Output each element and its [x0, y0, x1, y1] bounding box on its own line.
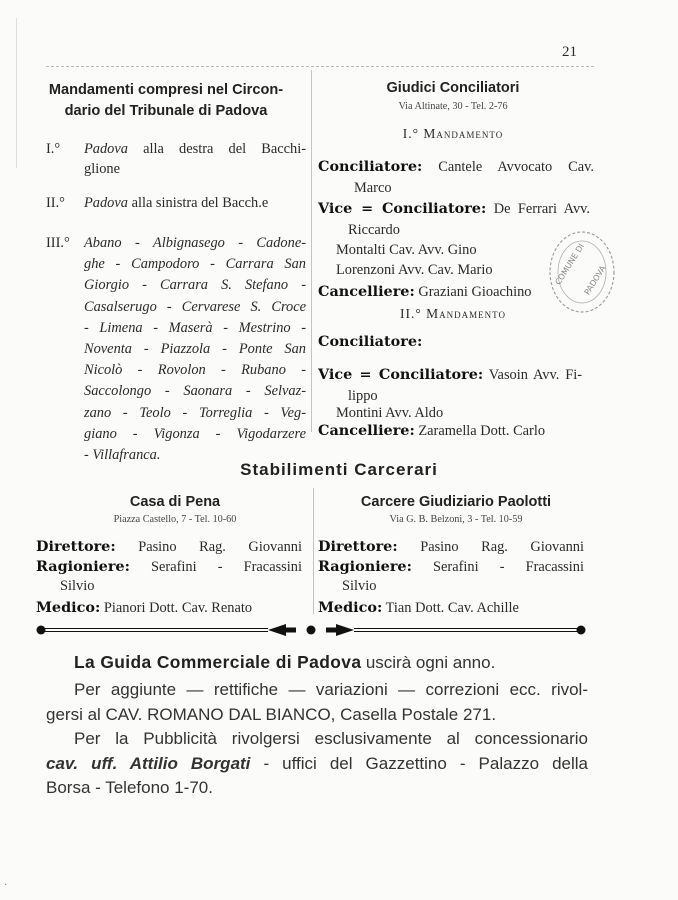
extra-member-3: Montini Avv. Aldo: [336, 405, 444, 421]
entry-number: II.°: [46, 195, 65, 211]
entry-text: Padova alla destra del Bacchi-: [84, 141, 306, 157]
vice-conciliatore-2: Vice = Conciliatore: Vasoin Avv. Fi- lippo: [318, 366, 583, 404]
column-divider: [311, 70, 312, 432]
giudici-address: Via Altinate, 30 - Tel. 2-76: [398, 101, 508, 112]
entry-text: Padova alla sinistra del Bacch.e: [84, 195, 269, 211]
casa-di-pena-address: Piazza Castello, 7 - Tel. 10-60: [113, 514, 237, 525]
library-stamp: [544, 226, 620, 318]
mandamenti-title: Mandamenti compresi nel Circon- dario del Tribunale di Padova: [48, 82, 284, 119]
stamp-text-bottom: PADOVA: [582, 264, 608, 297]
extra-member-2: Lorenzoni Avv. Cav. Mario: [336, 262, 493, 278]
mandamento-entry-3: III.° Abano - Albignasego - Cadone- ghe - Campodoro - Carrara San Giorgio - Carrara S. Stefano - Casalserugo - Cervarese S. Croce - Limena - Maserà - Mestrino - Noventa - Piazzola - Ponte San Nicolò - Rovolon - Rubano - Saccolongo - Saonara - Selvaz- zano - Teolo - Torreglia - Veg- giano - Vigonza - Vigodarzere - Villafranca.: [46, 235, 306, 464]
entry-number: I.°: [46, 141, 61, 157]
mandamento-2-label: II.° Mandamento: [400, 306, 506, 321]
stabilimenti-title: Stabilimenti Carcerari: [240, 460, 438, 479]
mandamento-1-label: I.° Mandamento: [402, 126, 504, 141]
mandamento-entry-1: I.° Padova alla destra del Bacchi- glione: [46, 141, 306, 177]
carcere-paolotti-title: Carcere Giudiziario Paolotti: [360, 494, 552, 510]
column-divider-2: [313, 488, 314, 614]
conciliatore-2: Conciliatore:: [318, 333, 423, 350]
casa-di-pena-staff: Direttore: Pasino Rag. Giovanni Ragioniere: Serafini - Fracassini Silvio Medico: Pianori Dott. Cav. Renato: [36, 538, 302, 616]
giudici-title: Giudici Conciliatori: [386, 80, 520, 96]
vice-conciliatore-1: Vice = Conciliatore: De Ferrari Avv. Riccardo: [318, 200, 590, 238]
carcere-paolotti-staff: Direttore: Pasino Rag. Giovanni Ragioniere: Serafini - Fracassini Silvio Medico: Tian Dott. Cav. Achille: [318, 538, 584, 616]
ornamental-divider: [36, 620, 586, 640]
extra-member-1: Montalti Cav. Avv. Gino: [336, 242, 477, 258]
guida-heading: La Guida Commerciale di Padova uscirà ogni anno.: [74, 652, 496, 672]
concessionario-name: cav. uff. Attilio Borgati: [46, 753, 251, 773]
left-margin-line: [16, 18, 17, 168]
stamp-text-top: COMUNE DI: [553, 242, 586, 287]
entry-number: III.°: [46, 235, 70, 251]
conciliatore-1: Conciliatore: Cantele Avvocato Cav. Marco: [318, 158, 594, 196]
casa-di-pena-title: Casa di Pena: [129, 494, 221, 510]
cancelliere-2: Cancelliere: Zaramella Dott. Carlo: [318, 422, 546, 439]
top-rule: [46, 66, 594, 67]
cancelliere-1: Cancelliere: Graziani Gioachino: [318, 283, 532, 300]
mandamento-entry-2: [46, 193, 306, 213]
page-number: 21: [562, 44, 577, 60]
carcere-paolotti-address: Via G. B. Belzoni, 3 - Tel. 10-59: [389, 514, 523, 525]
margin-mark: ·: [4, 880, 8, 891]
guida-paragraph: Per aggiunte — rettifiche — variazioni — correzioni ecc. rivol- gersi al CAV. ROMANO DAL BIANCO, Casella Postale 271. Per la Pubblicità rivolgersi esclusivamente al concessionario cav. uff. Attilio Borgati - uffici del Gazzettino - Palazzo della Borsa - Telefono 1-70.: [46, 680, 588, 797]
